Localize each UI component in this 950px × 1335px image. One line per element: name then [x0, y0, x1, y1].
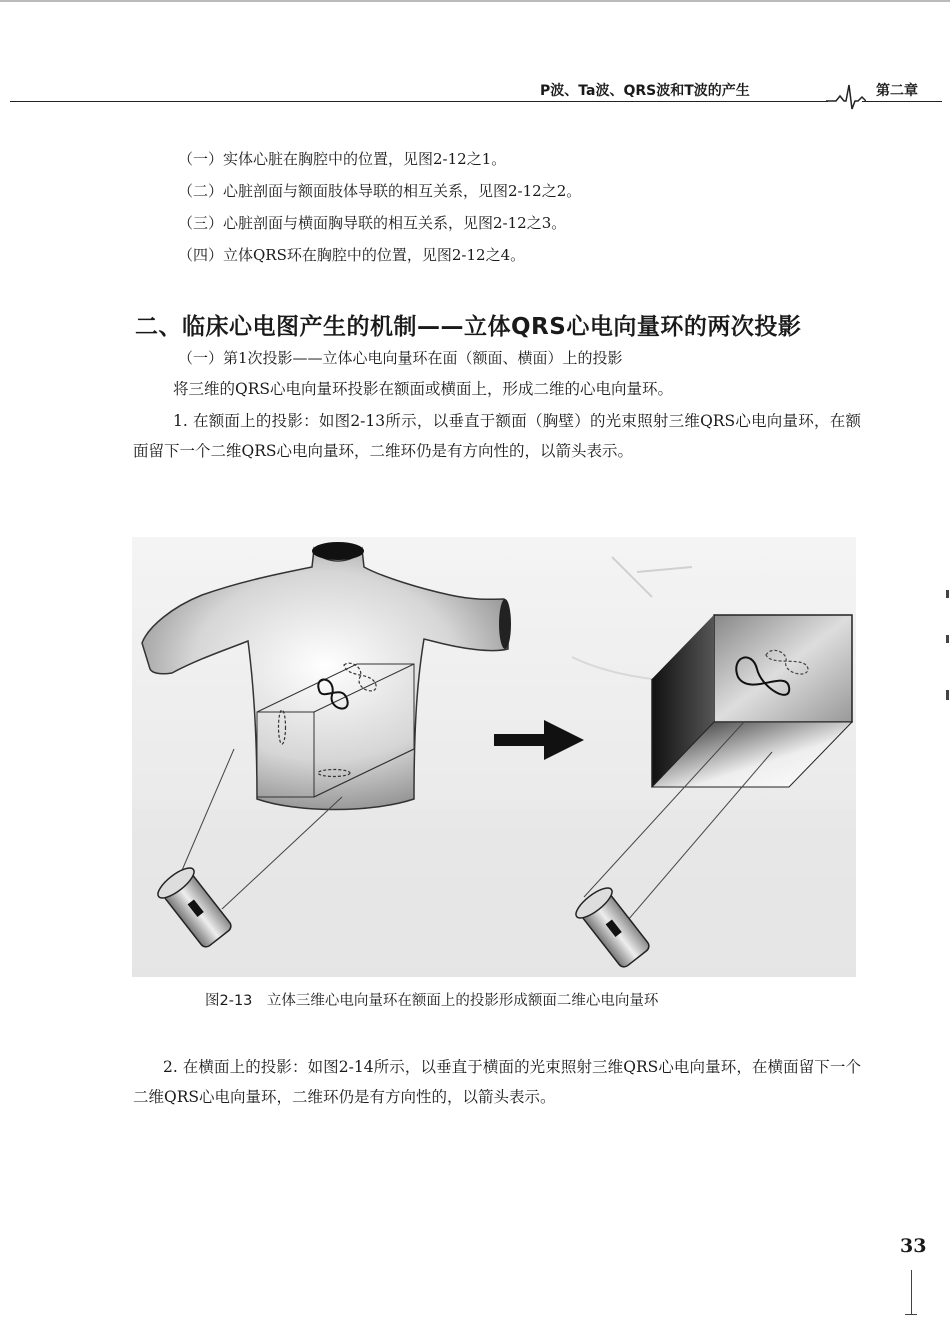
figure-2-13-illustration — [132, 537, 856, 977]
running-header-title: P波、Ta波、QRS波和T波的产生 — [540, 83, 750, 99]
section-heading: 二、临床心电图产生的机制——立体QRS心电向量环的两次投影 — [135, 314, 802, 340]
ecg-wave-icon — [826, 82, 866, 112]
paragraph-1: 将三维的QRS心电向量环投影在额面或横面上，形成二维的心电向量环。 — [173, 380, 673, 398]
header-rule-right — [862, 101, 942, 102]
paragraph-2: 1. 在额面上的投影：如图2-13所示，以垂直于额面（胸壁）的光束照射三维QRS心电向量环，在额面留下一个二维QRS心电向量环，二维环仍是有方向性的，以箭头表示。 — [133, 412, 861, 460]
list-item: （一）实体心脏在胸腔中的位置，见图2-12之1。 — [178, 150, 507, 168]
scan-artifact — [946, 590, 949, 598]
list-item: （二）心脏剖面与额面肢体导联的相互关系，见图2-12之2。 — [178, 182, 582, 200]
page-edge-mark — [905, 1314, 917, 1315]
figure-caption: 图2-13 立体三维心电向量环在额面上的投影形成额面二维心电向量环 — [205, 993, 659, 1009]
page-number: 33 — [900, 1235, 927, 1257]
sub-heading: （一）第1次投影——立体心电向量环在面（额面、横面）上的投影 — [178, 349, 623, 367]
list-item: （四）立体QRS环在胸腔中的位置，见图2-12之4。 — [178, 246, 526, 264]
running-header-chapter: 第二章 — [876, 83, 918, 99]
list-item: （三）心脏剖面与横面胸导联的相互关系，见图2-12之3。 — [178, 214, 567, 232]
header-rule — [10, 101, 828, 102]
scan-artifact — [946, 635, 949, 643]
scan-artifact — [946, 690, 949, 700]
scan-top-edge — [0, 0, 950, 2]
paragraph-3: 2. 在横面上的投影：如图2-14所示，以垂直于横面的光束照射三维QRS心电向量环，在横面留下一个二维QRS心电向量环，二维环仍是有方向性的，以箭头表示。 — [133, 1058, 861, 1106]
page-edge-mark — [911, 1270, 912, 1315]
